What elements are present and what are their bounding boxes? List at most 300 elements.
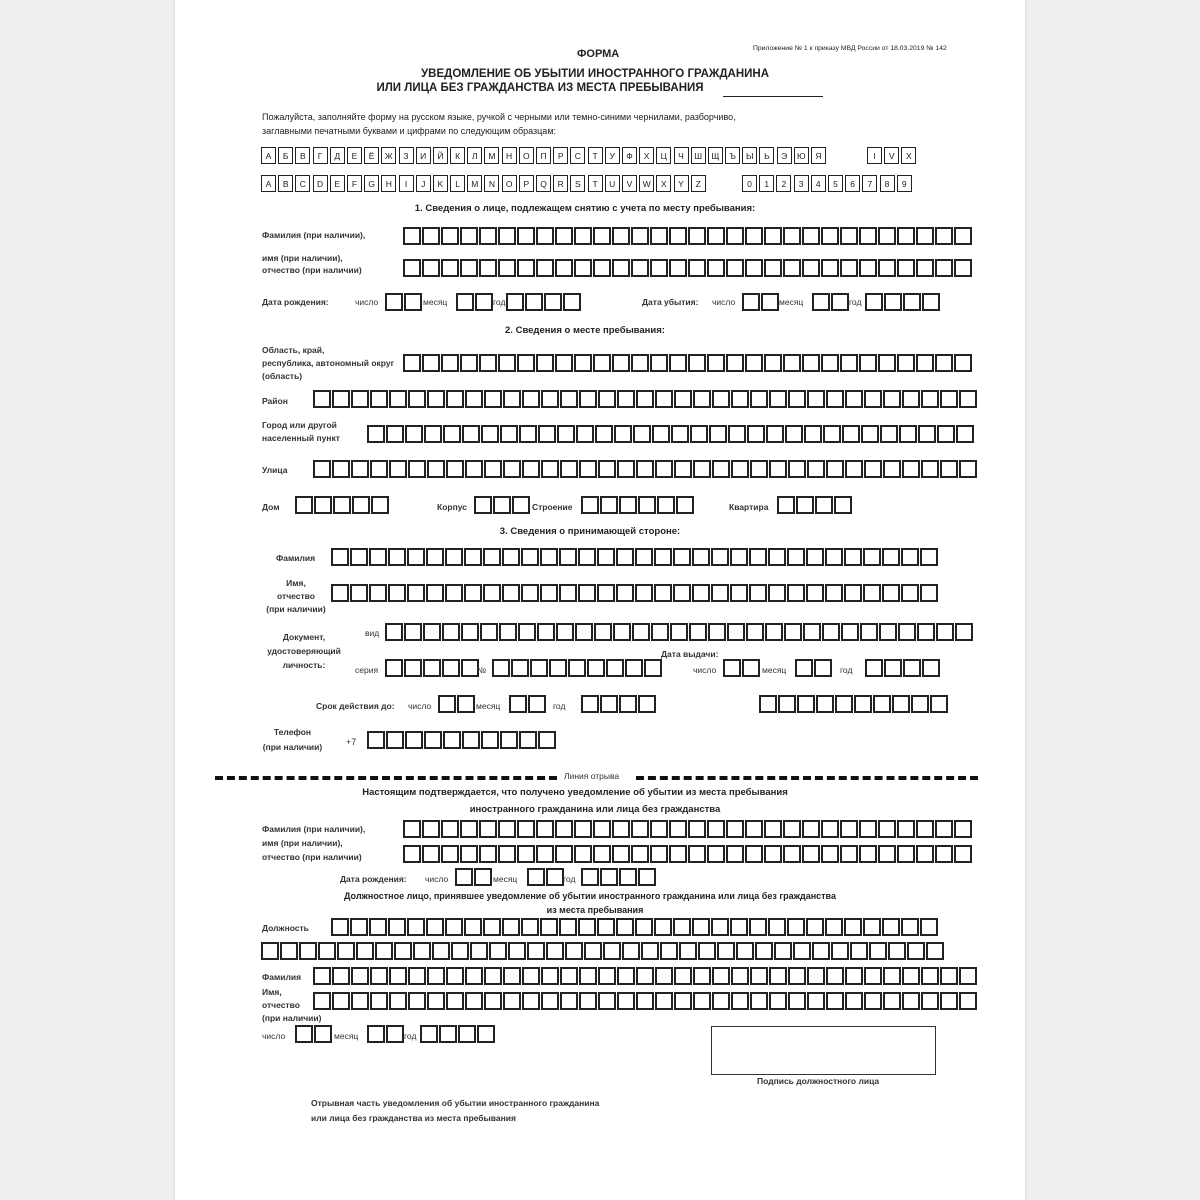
char-cell[interactable] (635, 918, 653, 936)
char-cell[interactable] (745, 227, 763, 245)
char-cell[interactable] (920, 584, 938, 602)
char-cell[interactable] (445, 548, 463, 566)
s3-issue-month-boxes[interactable] (795, 659, 833, 677)
char-cell[interactable] (424, 425, 442, 443)
char-cell[interactable] (625, 659, 643, 677)
char-cell[interactable] (635, 584, 653, 602)
char-cell[interactable] (593, 227, 611, 245)
char-cell[interactable] (464, 548, 482, 566)
char-cell[interactable] (897, 354, 915, 372)
char-cell[interactable] (574, 259, 592, 277)
char-cell[interactable] (597, 918, 615, 936)
char-cell[interactable] (481, 425, 499, 443)
char-cell[interactable] (403, 845, 421, 863)
char-cell[interactable] (332, 992, 350, 1010)
s2-house-boxes[interactable] (295, 496, 390, 514)
char-cell[interactable] (750, 967, 768, 985)
char-cell[interactable] (778, 695, 796, 713)
char-cell[interactable] (728, 425, 746, 443)
char-cell[interactable] (897, 227, 915, 245)
s2-city-boxes[interactable] (367, 425, 975, 443)
char-cell[interactable] (484, 390, 502, 408)
char-cell[interactable] (593, 354, 611, 372)
char-cell[interactable] (559, 548, 577, 566)
char-cell[interactable] (619, 868, 637, 886)
char-cell[interactable] (388, 918, 406, 936)
char-cell[interactable] (802, 227, 820, 245)
char-cell[interactable] (633, 425, 651, 443)
char-cell[interactable] (460, 354, 478, 372)
char-cell[interactable] (500, 731, 518, 749)
char-cell[interactable] (669, 820, 687, 838)
char-cell[interactable] (432, 942, 450, 960)
s3-valid-year-boxes[interactable] (581, 695, 657, 713)
char-cell[interactable] (769, 460, 787, 478)
char-cell[interactable] (503, 460, 521, 478)
char-cell[interactable] (489, 942, 507, 960)
char-cell[interactable] (479, 845, 497, 863)
s1-dep-month-boxes[interactable] (812, 293, 850, 311)
char-cell[interactable] (882, 584, 900, 602)
char-cell[interactable] (769, 992, 787, 1010)
char-cell[interactable] (707, 259, 725, 277)
char-cell[interactable] (650, 820, 668, 838)
char-cell[interactable] (747, 425, 765, 443)
char-cell[interactable] (536, 354, 554, 372)
char-cell[interactable] (517, 227, 535, 245)
char-cell[interactable] (527, 868, 545, 886)
char-cell[interactable] (619, 695, 637, 713)
char-cell[interactable] (745, 845, 763, 863)
char-cell[interactable] (807, 390, 825, 408)
char-cell[interactable] (935, 354, 953, 372)
char-cell[interactable] (555, 845, 573, 863)
t-date-day-boxes[interactable] (295, 1025, 333, 1043)
s3-series-boxes[interactable] (385, 659, 480, 677)
char-cell[interactable] (351, 967, 369, 985)
char-cell[interactable] (385, 623, 403, 641)
char-cell[interactable] (518, 623, 536, 641)
char-cell[interactable] (638, 695, 656, 713)
char-cell[interactable] (581, 868, 599, 886)
char-cell[interactable] (442, 659, 460, 677)
char-cell[interactable] (736, 942, 754, 960)
char-cell[interactable] (574, 227, 592, 245)
char-cell[interactable] (755, 942, 773, 960)
char-cell[interactable] (581, 496, 599, 514)
char-cell[interactable] (746, 623, 764, 641)
char-cell[interactable] (845, 992, 863, 1010)
char-cell[interactable] (560, 390, 578, 408)
char-cell[interactable] (593, 845, 611, 863)
char-cell[interactable] (568, 659, 586, 677)
char-cell[interactable] (688, 845, 706, 863)
t-fio-boxes-2[interactable] (403, 845, 973, 863)
char-cell[interactable] (598, 460, 616, 478)
char-cell[interactable] (669, 845, 687, 863)
char-cell[interactable] (367, 731, 385, 749)
char-cell[interactable] (332, 390, 350, 408)
char-cell[interactable] (670, 623, 688, 641)
char-cell[interactable] (598, 992, 616, 1010)
char-cell[interactable] (892, 695, 910, 713)
char-cell[interactable] (955, 623, 973, 641)
char-cell[interactable] (522, 460, 540, 478)
char-cell[interactable] (831, 942, 849, 960)
char-cell[interactable] (897, 820, 915, 838)
char-cell[interactable] (764, 259, 782, 277)
char-cell[interactable] (441, 820, 459, 838)
char-cell[interactable] (386, 425, 404, 443)
char-cell[interactable] (544, 293, 562, 311)
char-cell[interactable] (636, 390, 654, 408)
char-cell[interactable] (499, 623, 517, 641)
char-cell[interactable] (766, 425, 784, 443)
char-cell[interactable] (367, 425, 385, 443)
char-cell[interactable] (693, 390, 711, 408)
char-cell[interactable] (617, 967, 635, 985)
char-cell[interactable] (954, 227, 972, 245)
char-cell[interactable] (674, 390, 692, 408)
char-cell[interactable] (474, 868, 492, 886)
char-cell[interactable] (331, 918, 349, 936)
char-cell[interactable] (441, 845, 459, 863)
char-cell[interactable] (726, 259, 744, 277)
char-cell[interactable] (669, 354, 687, 372)
char-cell[interactable] (555, 259, 573, 277)
char-cell[interactable] (403, 354, 421, 372)
char-cell[interactable] (764, 354, 782, 372)
char-cell[interactable] (878, 354, 896, 372)
char-cell[interactable] (783, 845, 801, 863)
char-cell[interactable] (636, 967, 654, 985)
char-cell[interactable] (761, 293, 779, 311)
char-cell[interactable] (560, 967, 578, 985)
char-cell[interactable] (797, 695, 815, 713)
char-cell[interactable] (598, 390, 616, 408)
char-cell[interactable] (474, 496, 492, 514)
char-cell[interactable] (422, 845, 440, 863)
char-cell[interactable] (745, 354, 763, 372)
char-cell[interactable] (502, 584, 520, 602)
char-cell[interactable] (821, 227, 839, 245)
t-birth-month-boxes[interactable] (527, 868, 565, 886)
char-cell[interactable] (370, 992, 388, 1010)
s3-number-boxes[interactable] (492, 659, 663, 677)
char-cell[interactable] (443, 731, 461, 749)
char-cell[interactable] (750, 992, 768, 1010)
char-cell[interactable] (911, 695, 929, 713)
char-cell[interactable] (612, 227, 630, 245)
char-cell[interactable] (769, 967, 787, 985)
char-cell[interactable] (555, 820, 573, 838)
s3-doc-kind-boxes[interactable] (385, 623, 974, 641)
char-cell[interactable] (619, 496, 637, 514)
char-cell[interactable] (595, 425, 613, 443)
char-cell[interactable] (517, 845, 535, 863)
char-cell[interactable] (708, 623, 726, 641)
char-cell[interactable] (650, 845, 668, 863)
char-cell[interactable] (314, 496, 332, 514)
char-cell[interactable] (427, 390, 445, 408)
char-cell[interactable] (555, 227, 573, 245)
char-cell[interactable] (464, 918, 482, 936)
char-cell[interactable] (426, 548, 444, 566)
char-cell[interactable] (612, 259, 630, 277)
char-cell[interactable] (313, 992, 331, 1010)
char-cell[interactable] (498, 820, 516, 838)
char-cell[interactable] (519, 425, 537, 443)
char-cell[interactable] (727, 623, 745, 641)
char-cell[interactable] (693, 460, 711, 478)
char-cell[interactable] (350, 584, 368, 602)
char-cell[interactable] (709, 425, 727, 443)
char-cell[interactable] (711, 548, 729, 566)
char-cell[interactable] (654, 548, 672, 566)
char-cell[interactable] (597, 548, 615, 566)
s2-building-boxes[interactable] (474, 496, 531, 514)
char-cell[interactable] (557, 425, 575, 443)
s3-phone-boxes[interactable] (367, 731, 557, 749)
char-cell[interactable] (723, 659, 741, 677)
char-cell[interactable] (901, 584, 919, 602)
char-cell[interactable] (369, 584, 387, 602)
char-cell[interactable] (631, 354, 649, 372)
char-cell[interactable] (612, 820, 630, 838)
char-cell[interactable] (802, 354, 820, 372)
char-cell[interactable] (935, 259, 953, 277)
char-cell[interactable] (503, 992, 521, 1010)
char-cell[interactable] (483, 918, 501, 936)
char-cell[interactable] (878, 845, 896, 863)
char-cell[interactable] (825, 918, 843, 936)
s3-valid-month-boxes[interactable] (509, 695, 547, 713)
char-cell[interactable] (777, 496, 795, 514)
char-cell[interactable] (840, 820, 858, 838)
char-cell[interactable] (540, 918, 558, 936)
s3-name-boxes[interactable] (331, 584, 939, 602)
s1-name-boxes[interactable] (403, 259, 973, 277)
char-cell[interactable] (512, 496, 530, 514)
char-cell[interactable] (540, 548, 558, 566)
char-cell[interactable] (897, 259, 915, 277)
char-cell[interactable] (655, 460, 673, 478)
char-cell[interactable] (956, 425, 974, 443)
char-cell[interactable] (465, 390, 483, 408)
s2-apartment-boxes[interactable] (777, 496, 853, 514)
char-cell[interactable] (576, 425, 594, 443)
char-cell[interactable] (331, 548, 349, 566)
s1-birth-day-boxes[interactable] (385, 293, 423, 311)
char-cell[interactable] (403, 227, 421, 245)
char-cell[interactable] (638, 496, 656, 514)
char-cell[interactable] (768, 584, 786, 602)
char-cell[interactable] (711, 918, 729, 936)
char-cell[interactable] (517, 354, 535, 372)
char-cell[interactable] (631, 820, 649, 838)
char-cell[interactable] (538, 425, 556, 443)
char-cell[interactable] (460, 845, 478, 863)
char-cell[interactable] (882, 918, 900, 936)
char-cell[interactable] (579, 460, 597, 478)
char-cell[interactable] (350, 918, 368, 936)
char-cell[interactable] (883, 992, 901, 1010)
char-cell[interactable] (389, 992, 407, 1010)
char-cell[interactable] (930, 695, 948, 713)
t-name-boxes[interactable] (313, 992, 978, 1010)
char-cell[interactable] (446, 967, 464, 985)
char-cell[interactable] (563, 293, 581, 311)
char-cell[interactable] (404, 623, 422, 641)
char-cell[interactable] (655, 390, 673, 408)
char-cell[interactable] (420, 1025, 438, 1043)
char-cell[interactable] (606, 659, 624, 677)
char-cell[interactable] (921, 992, 939, 1010)
char-cell[interactable] (901, 918, 919, 936)
char-cell[interactable] (479, 227, 497, 245)
char-cell[interactable] (883, 390, 901, 408)
char-cell[interactable] (693, 967, 711, 985)
char-cell[interactable] (940, 390, 958, 408)
char-cell[interactable] (726, 820, 744, 838)
char-cell[interactable] (921, 390, 939, 408)
char-cell[interactable] (788, 390, 806, 408)
char-cell[interactable] (764, 227, 782, 245)
char-cell[interactable] (863, 584, 881, 602)
char-cell[interactable] (500, 425, 518, 443)
char-cell[interactable] (745, 259, 763, 277)
s3-valid-day-boxes[interactable] (438, 695, 476, 713)
char-cell[interactable] (825, 584, 843, 602)
char-cell[interactable] (635, 548, 653, 566)
char-cell[interactable] (479, 259, 497, 277)
char-cell[interactable] (465, 967, 483, 985)
char-cell[interactable] (636, 460, 654, 478)
t-position-boxes-1[interactable] (331, 918, 939, 936)
char-cell[interactable] (826, 390, 844, 408)
char-cell[interactable] (612, 354, 630, 372)
char-cell[interactable] (903, 293, 921, 311)
char-cell[interactable] (483, 548, 501, 566)
char-cell[interactable] (869, 942, 887, 960)
char-cell[interactable] (385, 659, 403, 677)
char-cell[interactable] (835, 695, 853, 713)
char-cell[interactable] (631, 845, 649, 863)
char-cell[interactable] (821, 820, 839, 838)
char-cell[interactable] (351, 992, 369, 1010)
char-cell[interactable] (369, 548, 387, 566)
char-cell[interactable] (536, 227, 554, 245)
s1-surname-boxes[interactable] (403, 227, 973, 245)
char-cell[interactable] (407, 918, 425, 936)
char-cell[interactable] (370, 460, 388, 478)
char-cell[interactable] (522, 992, 540, 1010)
char-cell[interactable] (783, 227, 801, 245)
char-cell[interactable] (560, 992, 578, 1010)
char-cell[interactable] (815, 496, 833, 514)
char-cell[interactable] (584, 942, 602, 960)
char-cell[interactable] (313, 390, 331, 408)
char-cell[interactable] (655, 967, 673, 985)
char-cell[interactable] (650, 227, 668, 245)
char-cell[interactable] (840, 227, 858, 245)
char-cell[interactable] (806, 918, 824, 936)
char-cell[interactable] (859, 820, 877, 838)
char-cell[interactable] (386, 731, 404, 749)
char-cell[interactable] (462, 425, 480, 443)
char-cell[interactable] (821, 259, 839, 277)
char-cell[interactable] (935, 820, 953, 838)
char-cell[interactable] (388, 548, 406, 566)
char-cell[interactable] (917, 623, 935, 641)
char-cell[interactable] (356, 942, 374, 960)
char-cell[interactable] (422, 820, 440, 838)
char-cell[interactable] (864, 390, 882, 408)
char-cell[interactable] (873, 695, 891, 713)
char-cell[interactable] (841, 623, 859, 641)
char-cell[interactable] (622, 942, 640, 960)
char-cell[interactable] (768, 548, 786, 566)
char-cell[interactable] (616, 918, 634, 936)
char-cell[interactable] (405, 731, 423, 749)
char-cell[interactable] (441, 354, 459, 372)
char-cell[interactable] (446, 460, 464, 478)
char-cell[interactable] (375, 942, 393, 960)
char-cell[interactable] (597, 584, 615, 602)
char-cell[interactable] (807, 460, 825, 478)
char-cell[interactable] (804, 425, 822, 443)
char-cell[interactable] (521, 584, 539, 602)
char-cell[interactable] (337, 942, 355, 960)
char-cell[interactable] (707, 227, 725, 245)
char-cell[interactable] (657, 496, 675, 514)
char-cell[interactable] (783, 354, 801, 372)
char-cell[interactable] (598, 967, 616, 985)
char-cell[interactable] (940, 460, 958, 478)
char-cell[interactable] (413, 942, 431, 960)
char-cell[interactable] (261, 942, 279, 960)
char-cell[interactable] (821, 354, 839, 372)
s1-birth-year-boxes[interactable] (506, 293, 582, 311)
char-cell[interactable] (878, 227, 896, 245)
char-cell[interactable] (902, 967, 920, 985)
char-cell[interactable] (521, 548, 539, 566)
char-cell[interactable] (644, 659, 662, 677)
char-cell[interactable] (907, 942, 925, 960)
char-cell[interactable] (503, 390, 521, 408)
char-cell[interactable] (503, 967, 521, 985)
char-cell[interactable] (921, 967, 939, 985)
char-cell[interactable] (332, 460, 350, 478)
char-cell[interactable] (774, 942, 792, 960)
t-surname-boxes[interactable] (313, 967, 978, 985)
char-cell[interactable] (750, 390, 768, 408)
char-cell[interactable] (654, 918, 672, 936)
char-cell[interactable] (844, 918, 862, 936)
char-cell[interactable] (883, 967, 901, 985)
char-cell[interactable] (541, 390, 559, 408)
char-cell[interactable] (918, 425, 936, 443)
char-cell[interactable] (936, 623, 954, 641)
char-cell[interactable] (863, 548, 881, 566)
char-cell[interactable] (522, 390, 540, 408)
char-cell[interactable] (707, 820, 725, 838)
char-cell[interactable] (730, 584, 748, 602)
char-cell[interactable] (730, 548, 748, 566)
char-cell[interactable] (764, 820, 782, 838)
char-cell[interactable] (844, 548, 862, 566)
char-cell[interactable] (477, 1025, 495, 1043)
